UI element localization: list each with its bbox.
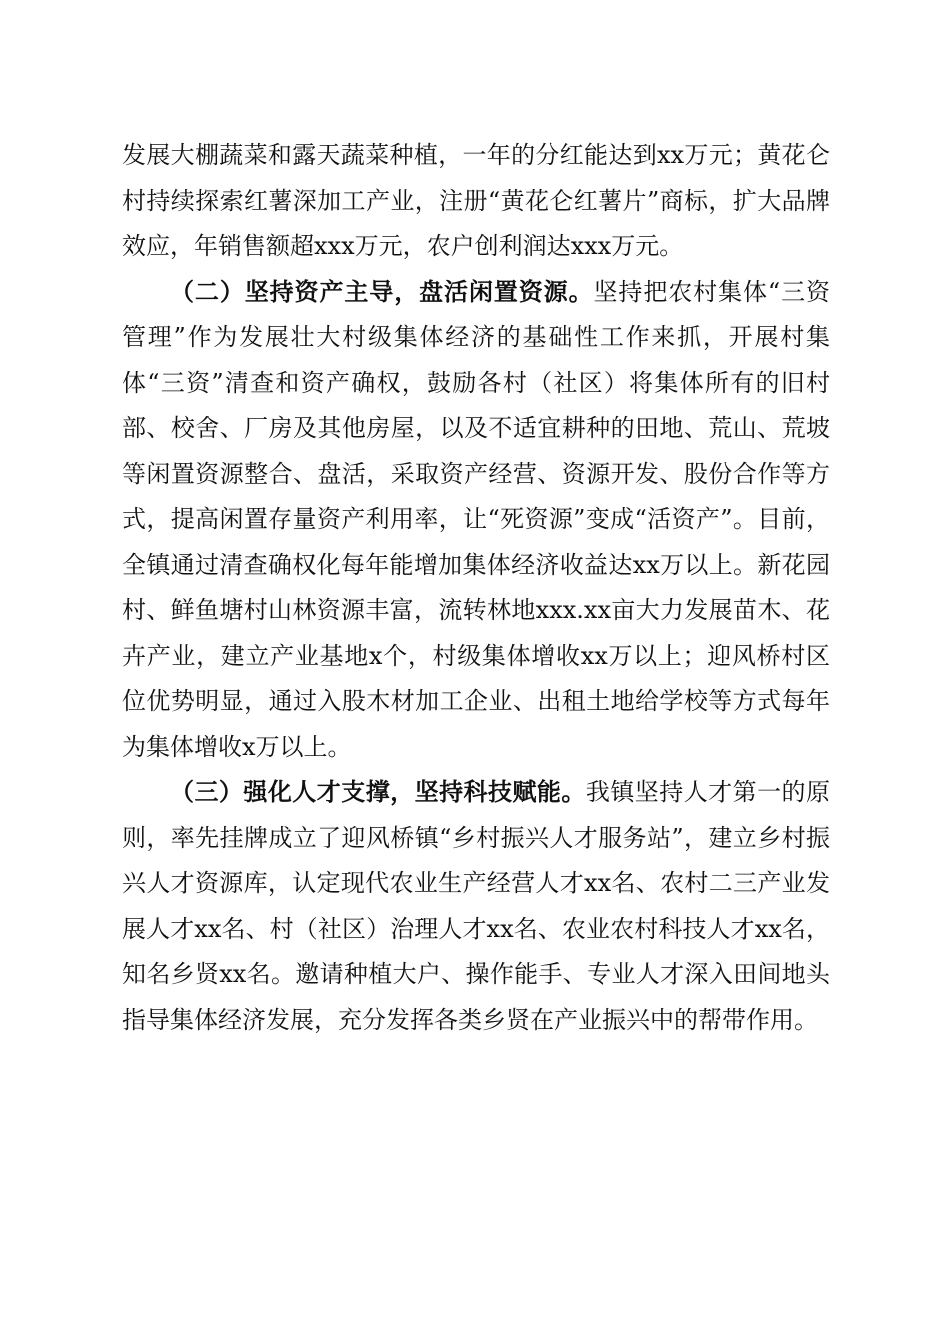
paragraph-section-3 — [122, 770, 830, 1043]
paragraph-section-2 — [122, 270, 830, 771]
paragraph-body: 我镇坚持人才第一的原则，率先挂牌成立了迎风桥镇“乡村振兴人才服务站”，建立乡村振兴人才资源库，认定现代农业生产经营人才xx名、农村二三产业发展人才xx名、村（社区）治理人才xx名、农业农村科技人才xx名，知名乡贤xx名。邀请种植大户、操作能手、专业人才深入田间地头指导集体经济发展，充分发挥各类乡贤在产业振兴中的帮带作用。 — [122, 778, 831, 1034]
document-page — [122, 133, 830, 1043]
paragraph-continuation — [122, 133, 830, 270]
section-heading: （二）坚持资产主导，盘活闲置资源。 — [170, 277, 594, 306]
paragraph-body: 坚持把农村集体“三资管理”作为发展壮大村级集体经济的基础性工作来抓，开展村集体“三资”清查和资产确权，鼓励各村（社区）将集体所有的旧村部、校舍、厂房及其他房屋，以及不适宜耕种的田地、荒山、荒坡等闲置资源整合、盘活，采取资产经营、资源开发、股份合作等方式，提高闲置存量资产利用率，让“死资源”变成“活资产”。目前，全镇通过清查确权化每年能增加集体经济收益达xx万以上。新花园村、鲜鱼塘村山林资源丰富，流转林地xxx.xx亩大力发展苗木、花卉产业，建立产业基地x个，村级集体增收xx万以上；迎风桥村区位优势明显，通过入股木材加工企业、出租土地给学校等方式每年为集体增收x万以上。 — [122, 277, 830, 761]
section-heading: （三）强化人才支撑，坚持科技赋能。 — [170, 778, 586, 806]
paragraph-body: 发展大棚蔬菜和露天蔬菜种植，一年的分红能达到xx万元；黄花仑村持续探索红薯深加工产业，注册“黄花仑红薯片”商标，扩大品牌效应，年销售额超xxx万元，农户创利润达xxx万元。 — [122, 141, 830, 260]
